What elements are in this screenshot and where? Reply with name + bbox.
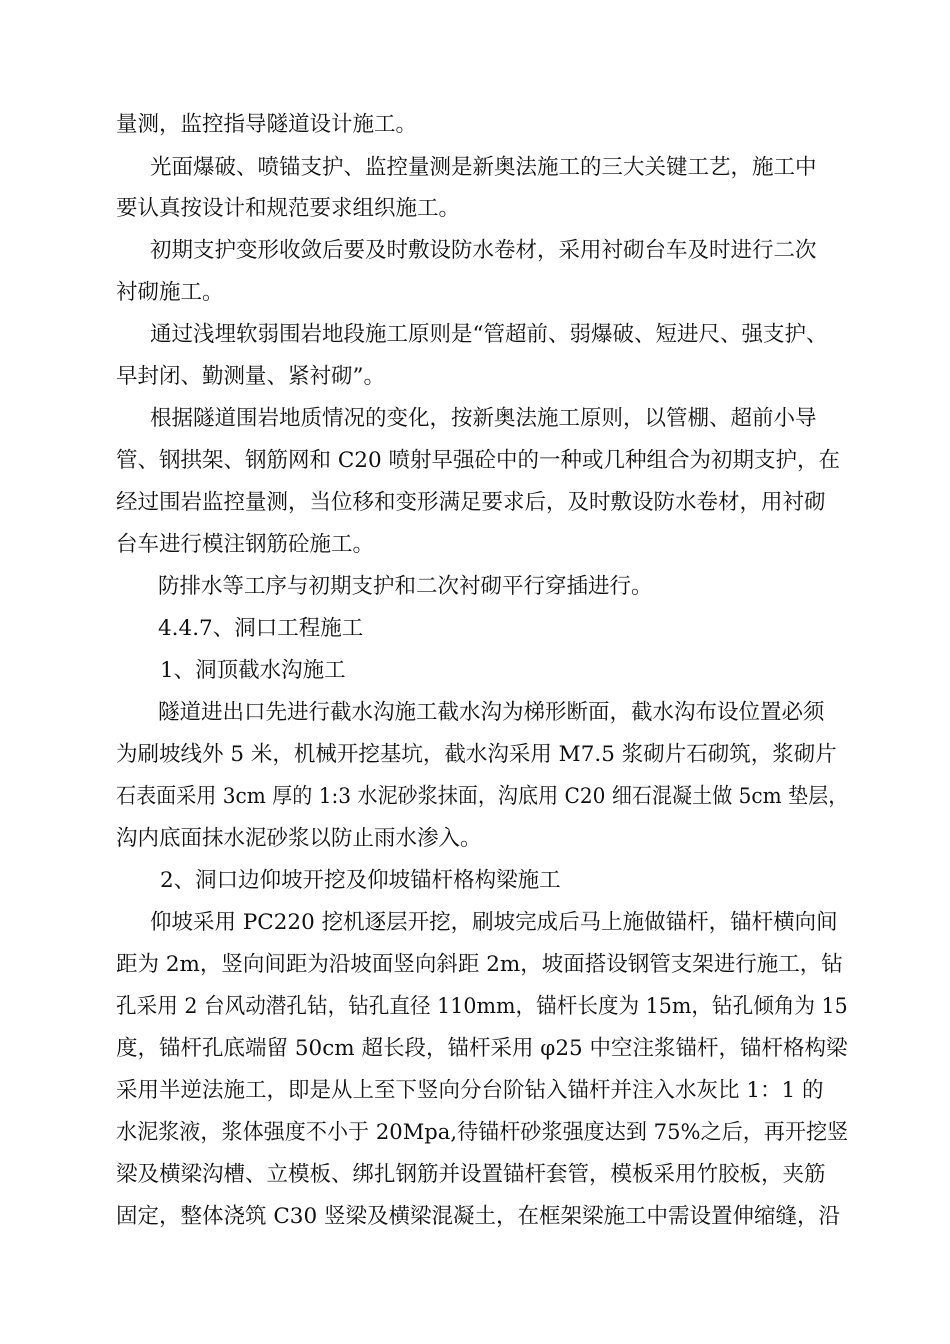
text-line: 通过浅埋软弱围岩地段施工原则是“管超前、弱爆破、短进尺、强支护、	[150, 322, 828, 347]
subsection-heading: 2、洞口边仰坡开挖及仰坡锚杆格构梁施工	[160, 868, 561, 893]
text-line: 距为 2m，竖向间距为沿坡面竖向斜距 2m，坡面搭设钢管支架进行施工，钻	[116, 952, 843, 977]
text-line: 早封闭、勤测量、紧衬砌”。	[116, 364, 385, 389]
text-line: 水泥浆液，浆体强度不小于 20Mpa,待锚杆砂浆强度达到 75%之后，再开挖竖	[116, 1120, 849, 1145]
text-line: 衬砌施工。	[116, 280, 224, 305]
text-line: 初期支护变形收敛后要及时敷设防水卷材，采用衬砌台车及时进行二次	[150, 238, 817, 263]
text-line: 仰坡采用 PC220 挖机逐层开挖，刷坡完成后马上施做锚杆，锚杆横向间	[150, 910, 838, 935]
text-line: 防排水等工序与初期支护和二次衬砌平行穿插进行。	[158, 574, 653, 599]
text-line: 梁及横梁沟槽、立模板、绑扎钢筋并设置锚杆套管，模板采用竹胶板，夹筋	[116, 1162, 826, 1187]
text-line: 管、钢拱架、钢筋网和 C20 喷射早强砼中的一种或几种组合为初期支护，在	[116, 448, 840, 473]
text-line: 经过围岩监控量测，当位移和变形满足要求后，及时敷设防水卷材，用衬砌	[116, 490, 826, 515]
text-line: 孔采用 2 台风动潜孔钻，钻孔直径 110mm，锚杆长度为 15m，钻孔倾角为 15	[116, 994, 848, 1019]
text-line: 光面爆破、喷锚支护、监控量测是新奥法施工的三大关键工艺，施工中	[150, 155, 817, 180]
subsection-heading: 1、洞顶截水沟施工	[160, 658, 346, 683]
text-line: 要认真按设计和规范要求组织施工。	[116, 196, 461, 221]
text-line: 采用半逆法施工，即是从上至下竖向分台阶钻入锚杆并注入水灰比 1：1 的	[116, 1078, 824, 1103]
text-line: 沟内底面抹水泥砂浆以防止雨水渗入。	[116, 826, 482, 851]
text-line: 台车进行模注钢筋砼施工。	[116, 532, 375, 557]
text-line: 固定，整体浇筑 C30 竖梁及横梁混凝土，在框架梁施工中需设置伸缩缝，沿	[116, 1204, 840, 1229]
text-line: 根据隧道围岩地质情况的变化，按新奥法施工原则，以管棚、超前小导	[150, 406, 817, 431]
text-line: 隧道进出口先进行截水沟施工截水沟为梯形断面，截水沟布设位置必须	[158, 700, 825, 725]
text-line: 石表面采用 3cm 厚的 1:3 水泥砂浆抹面，沟底用 C20 细石混凝土做 5cm 垫层，	[116, 784, 849, 809]
section-heading: 4.4.7、洞口工程施工	[158, 616, 364, 641]
text-line: 度，锚杆孔底端留 50cm 超长段，锚杆采用 φ25 中空注浆锚杆，锚杆格构梁	[116, 1036, 848, 1061]
text-line: 为刷坡线外 5 米，机械开挖基坑，截水沟采用 M7.5 浆砌片石砌筑，浆砌片	[116, 742, 837, 767]
text-line: 量测，监控指导隧道设计施工。	[116, 112, 418, 137]
